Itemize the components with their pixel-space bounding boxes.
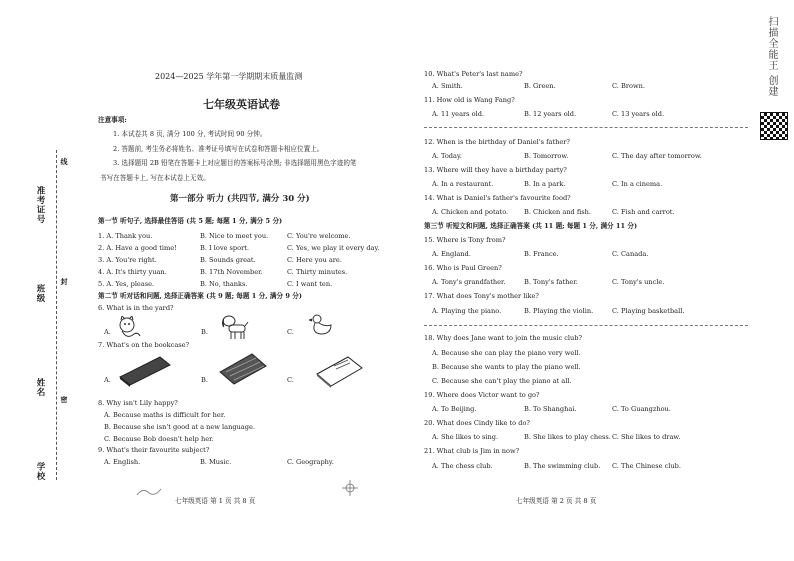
q5-b: B. No, thanks.: [200, 280, 248, 288]
q19-a: A. To Beijing.: [432, 405, 477, 413]
q8-question: 8. Why isn't Lily happy?: [98, 399, 178, 407]
q17-question: 17. What does Tony's mother like?: [424, 292, 539, 300]
q19-question: 19. Where does Victor want to go?: [424, 391, 540, 399]
note-3: 3. 选择题用 2B 铅笔在答题卡上对应题目的答案标号涂黑; 非选择题用黑色字迹的笔: [113, 159, 357, 167]
year-title: 2024—2025 学年第一学期期末质量监测: [155, 72, 303, 81]
q17-b: B. Playing the violin.: [524, 307, 594, 315]
q20-a: A. She likes to sing.: [432, 433, 499, 441]
binding-dashed-line: [56, 150, 57, 480]
q7-c-label: C.: [287, 376, 294, 384]
q1-c: C. You're welcome.: [287, 232, 351, 240]
q18-question: 18. Why does Jane want to join the music club?: [424, 334, 583, 342]
q20-b: B. She likes to play chess.: [524, 433, 611, 441]
q15-b: B. France.: [524, 250, 559, 258]
q20-question: 20. What does Cindy like to do?: [424, 419, 530, 427]
duck-icon: [309, 313, 333, 337]
q7-a-label: A.: [104, 376, 111, 384]
paper-title: 七年级英语试卷: [203, 98, 280, 111]
q13-question: 13. Where will they have a birthday party?: [424, 166, 567, 174]
cat-icon: [116, 316, 142, 340]
flower-doodle-icon: [340, 478, 360, 498]
q14-c: C. Fish and carrot.: [612, 208, 675, 216]
q15-c: C. Canada.: [612, 250, 649, 258]
q5-a: 5. A. Yes, please.: [98, 280, 155, 288]
q13-a: A. In a restaurant.: [432, 180, 494, 188]
exam-id-label: 准考证号: [35, 186, 45, 224]
q1-a: 1. A. Thank you.: [98, 232, 153, 240]
q18-a: A. Because she can play the piano very well.: [432, 349, 581, 357]
q16-b: B. Tony's father.: [524, 278, 578, 286]
q8-a: A. Because maths is difficult for her.: [104, 411, 226, 419]
q14-a: A. Chicken and potato.: [432, 208, 509, 216]
footer-right: 七年级英语 第 2 页 共 8 页: [516, 497, 597, 505]
q21-a: A. The chess club.: [432, 462, 493, 470]
q4-c: C. Thirty minutes.: [287, 268, 348, 276]
q3-c: C. Here you are.: [287, 256, 342, 264]
q19-c: C. To Guangzhou.: [612, 405, 671, 413]
q7-b-label: B.: [201, 376, 208, 384]
q12-c: C. The day after tomorrow.: [612, 152, 702, 160]
q15-question: 15. Where is Tony from?: [424, 236, 506, 244]
q13-c: C. In a cinema.: [612, 180, 663, 188]
dog-icon: [219, 314, 249, 340]
note-1: 1. 本试卷共 8 页, 满分 100 分, 考试时间 90 分钟。: [113, 130, 267, 138]
divider: [424, 127, 748, 128]
q21-question: 21. What club is Jim in now?: [424, 447, 520, 455]
q1-b: B. Nice to meet you.: [200, 232, 269, 240]
q6-b-label: B.: [201, 328, 208, 336]
q14-question: 14. What is Daniel's father's favourite food?: [424, 194, 571, 202]
tape-icon: [216, 352, 268, 386]
q12-a: A. Today.: [432, 152, 462, 160]
note-2: 2. 答题前, 考生务必将姓名、准考证号填写在试卷和答题卡相应位置上。: [113, 145, 324, 153]
q21-c: C. The Chinese club.: [612, 462, 681, 470]
q5-c: C. I want ten.: [287, 280, 333, 288]
q11-question: 11. How old is Wang Fang?: [424, 96, 515, 104]
school-label: 学校: [35, 462, 45, 481]
q11-b: B. 12 years old.: [524, 110, 577, 118]
fold-mark-secret: 密: [60, 396, 69, 404]
q19-b: B. To Shanghai.: [524, 405, 577, 413]
q6-c-label: C.: [287, 328, 294, 336]
q11-c: C. 13 years old.: [612, 110, 665, 118]
q18-c: C. Because she can't play the piano at all.: [432, 377, 572, 385]
scanner-watermark: 扫描全能王 创建: [766, 16, 777, 98]
q6-question: 6. What is in the yard?: [98, 304, 174, 312]
q16-question: 16. Who is Paul Green?: [424, 264, 502, 272]
q9-c: C. Geography.: [287, 458, 334, 466]
q2-a: 2. A. Have a good time!: [98, 244, 177, 252]
part1-title: 第一部分 听力 (共四节, 满分 30 分): [170, 194, 310, 204]
q4-a: 4. A. It's thirty yuan.: [98, 268, 167, 276]
q15-a: A. England.: [432, 250, 471, 258]
q10-b: B. Green.: [524, 82, 556, 90]
notes-heading: 注意事项:: [98, 116, 127, 124]
divider: [424, 325, 748, 326]
book-icon: [314, 354, 364, 388]
q7-question: 7. What's on the bookcase?: [98, 341, 190, 349]
q10-question: 10. What's Peter's last name?: [424, 70, 523, 78]
q17-a: A. Playing the piano.: [432, 307, 502, 315]
q6-a-label: A.: [104, 328, 111, 336]
q11-a: A. 11 years old.: [432, 110, 485, 118]
q9-b: B. Music.: [200, 458, 232, 466]
q14-b: B. Chicken and fish.: [524, 208, 591, 216]
q3-a: 3. A. You're right.: [98, 256, 157, 264]
q2-b: B. I love sport.: [200, 244, 250, 252]
q12-b: B. Tomorrow.: [524, 152, 569, 160]
q8-c: C. Because Bob doesn't help her.: [104, 435, 214, 443]
q20-c: C. She likes to draw.: [612, 433, 681, 441]
q10-a: A. Smith.: [432, 82, 463, 90]
keyboard-icon: [116, 355, 172, 387]
animal-doodle-icon: [135, 485, 165, 499]
q21-b: B. The swimming club.: [524, 462, 601, 470]
class-label: 班级: [35, 284, 45, 303]
note-4: 书写在答题卡上, 写在本试卷上无效。: [100, 174, 210, 182]
q18-b: B. Because she wants to play the piano well.: [432, 363, 581, 371]
q13-b: B. In a park.: [524, 180, 566, 188]
q3-b: B. Sounds great.: [200, 256, 256, 264]
section1-title: 第一节 听句子, 选择最佳答语 (共 5 题; 每题 1 分, 满分 5 分): [98, 217, 283, 225]
footer-left: 七年级英语 第 1 页 共 8 页: [175, 497, 256, 505]
q9-a: A. English.: [104, 458, 141, 466]
q16-c: C. Tony's uncle.: [612, 278, 665, 286]
q17-c: C. Playing basketball.: [612, 307, 685, 315]
q12-question: 12. When is the birthday of Daniel's father?: [424, 138, 570, 146]
name-label: 姓名: [35, 378, 45, 397]
q4-b: B. 17th November.: [200, 268, 263, 276]
q8-b: B. Because she isn't good at a new language.: [104, 423, 255, 431]
q10-c: C. Brown.: [612, 82, 645, 90]
qr-code-icon: [760, 112, 788, 140]
fold-mark-line: 线: [60, 158, 69, 166]
q16-a: A. Tony's grandfather.: [432, 278, 506, 286]
fold-mark-seal: 封: [60, 278, 69, 286]
section2-title: 第二节 听对话和问题, 选择正确答案 (共 9 题; 每题 1 分, 满分 9 分): [98, 292, 302, 300]
q9-question: 9. What's their favourite subject?: [98, 446, 210, 454]
q2-c: C. Yes, we play it every day.: [287, 244, 380, 252]
section3-title: 第三节 听短文和问题, 选择正确答案 (共 11 题; 每题 1 分, 满分 11 分): [424, 222, 638, 230]
